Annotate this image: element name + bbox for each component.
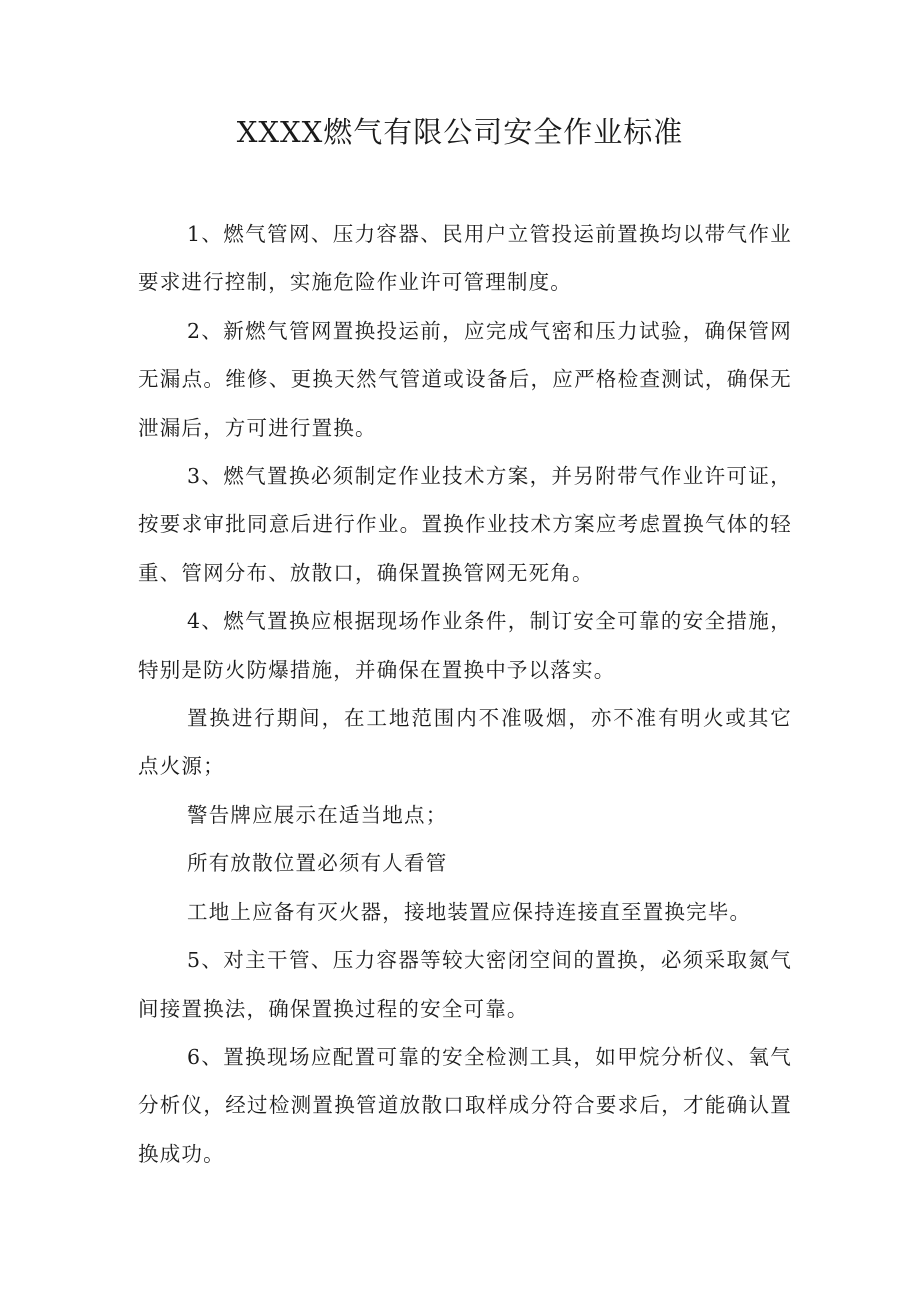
paragraph-4-item-1: 置换进行期间，在工地范围内不准吸烟，亦不准有明火或其它点火源； [138, 706, 792, 779]
paragraph-1: 1、燃气管网、压力容器、民用户立管投运前置换均以带气作业要求进行控制，实施危险作业许可管理制度。 [138, 222, 792, 295]
paragraph-6: 6、置换现场应配置可靠的安全检测工具，如甲烷分析仪、氧气分析仪，经过检测置换管道放散口取样成分符合要求后，才能确认置换成功。 [138, 1044, 792, 1166]
paragraph-4-item-2: 警告牌应展示在适当地点； [187, 802, 448, 827]
document-body [138, 210, 792, 1178]
paragraph-4: 4、燃气置换应根据现场作业条件，制订安全可靠的安全措施，特别是防火防爆措施，并确保在置换中予以落实。 [138, 609, 792, 682]
paragraph-4-item-4: 工地上应备有灭火器，接地装置应保持连接直至置换完毕。 [187, 899, 752, 924]
paragraph-3: 3、燃气置换必须制定作业技术方案，并另附带气作业许可证，按要求审批同意后进行作业。置换作业技术方案应考虑置换气体的轻重、管网分布、放散口，确保置换管网无死角。 [138, 464, 792, 585]
document-title: XXXX燃气有限公司安全作业标准 [236, 115, 684, 149]
paragraph-5: 5、对主干管、压力容器等较大密闭空间的置换，必须采取氮气间接置换法，确保置换过程的安全可靠。 [138, 948, 792, 1021]
paragraph-2: 2、新燃气管网置换投运前，应完成气密和压力试验，确保管网无漏点。维修、更换天然气管道或设备后，应严格检查测试，确保无泄漏后，方可进行置换。 [138, 318, 792, 440]
paragraph-4-item-3: 所有放散位置必须有人看管 [187, 851, 448, 876]
